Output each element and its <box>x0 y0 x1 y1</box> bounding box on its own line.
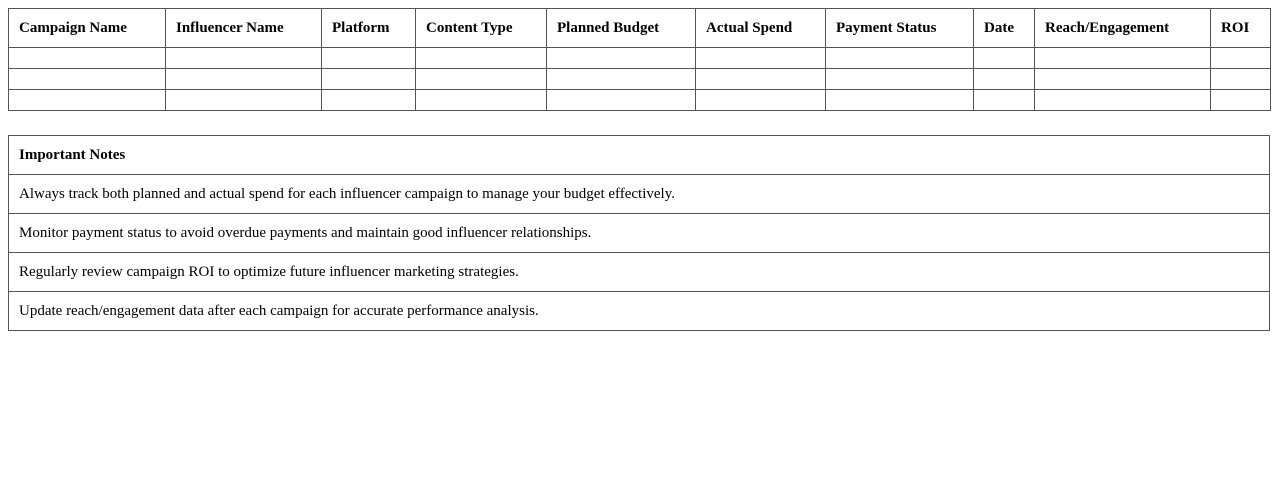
table-row <box>9 69 1271 90</box>
note-text: Regularly review campaign ROI to optimize future influencer marketing strategies. <box>9 253 1270 292</box>
table-cell[interactable] <box>974 90 1035 111</box>
table-cell[interactable] <box>416 69 547 90</box>
note-text: Update reach/engagement data after each campaign for accurate performance analysis. <box>9 292 1270 331</box>
note-text: Monitor payment status to avoid overdue payments and maintain good influencer relationships. <box>9 214 1270 253</box>
column-header-roi: ROI <box>1211 9 1271 48</box>
column-header-content-type: Content Type <box>416 9 547 48</box>
table-cell[interactable] <box>547 48 696 69</box>
table-header-row <box>9 9 1271 48</box>
table-cell[interactable] <box>416 90 547 111</box>
list-item <box>9 175 1270 214</box>
important-notes-table <box>8 135 1270 331</box>
table-cell[interactable] <box>974 48 1035 69</box>
column-header-platform: Platform <box>322 9 416 48</box>
table-cell[interactable] <box>696 69 826 90</box>
notes-header-row <box>9 136 1270 175</box>
table-cell[interactable] <box>1211 48 1271 69</box>
column-header-reach-engagement: Reach/Engagement <box>1035 9 1211 48</box>
table-cell[interactable] <box>826 90 974 111</box>
table-cell[interactable] <box>9 48 166 69</box>
table-cell[interactable] <box>166 69 322 90</box>
table-cell[interactable] <box>1211 90 1271 111</box>
table-cell[interactable] <box>9 69 166 90</box>
table-cell[interactable] <box>696 48 826 69</box>
table-cell[interactable] <box>1035 69 1211 90</box>
table-cell[interactable] <box>322 69 416 90</box>
table-cell[interactable] <box>166 90 322 111</box>
column-header-campaign-name: Campaign Name <box>9 9 166 48</box>
table-row <box>9 90 1271 111</box>
column-header-influencer-name: Influencer Name <box>166 9 322 48</box>
table-cell[interactable] <box>1035 48 1211 69</box>
table-cell[interactable] <box>826 48 974 69</box>
table-cell[interactable] <box>9 90 166 111</box>
list-item <box>9 292 1270 331</box>
campaign-tracker-table <box>8 8 1271 111</box>
table-row <box>9 48 1271 69</box>
table-cell[interactable] <box>974 69 1035 90</box>
note-text: Always track both planned and actual spend for each influencer campaign to manage your budget effectively. <box>9 175 1270 214</box>
table-cell[interactable] <box>826 69 974 90</box>
table-cell[interactable] <box>547 90 696 111</box>
notes-title: Important Notes <box>9 136 1270 175</box>
table-cell[interactable] <box>1035 90 1211 111</box>
table-cell[interactable] <box>322 90 416 111</box>
table-cell[interactable] <box>1211 69 1271 90</box>
column-header-payment-status: Payment Status <box>826 9 974 48</box>
column-header-actual-spend: Actual Spend <box>696 9 826 48</box>
list-item <box>9 214 1270 253</box>
table-cell[interactable] <box>696 90 826 111</box>
table-cell[interactable] <box>416 48 547 69</box>
column-header-planned-budget: Planned Budget <box>547 9 696 48</box>
list-item <box>9 253 1270 292</box>
table-cell[interactable] <box>166 48 322 69</box>
column-header-date: Date <box>974 9 1035 48</box>
table-cell[interactable] <box>322 48 416 69</box>
table-cell[interactable] <box>547 69 696 90</box>
